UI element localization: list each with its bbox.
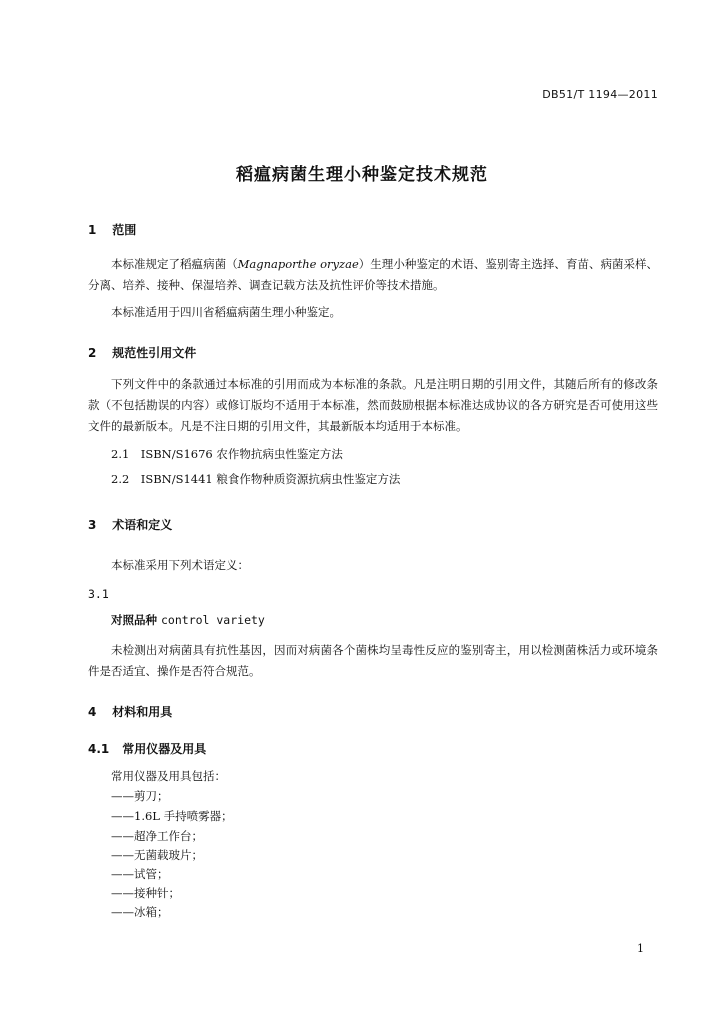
reference-item: 2.1 ISBN/S1676 农作物抗病虫性鉴定方法 <box>111 447 343 461</box>
page-number: 1 <box>637 942 644 955</box>
section-2-heading <box>88 344 196 361</box>
equipment-intro: 常用仪器及用具包括： <box>111 769 226 783</box>
section-title: 术语和定义 <box>112 518 173 532</box>
section-number: 3 <box>88 518 97 532</box>
equipment-item: ——1.6L 手持喷雾器； <box>111 809 233 823</box>
term-english: control variety <box>161 613 265 627</box>
subsection-4-1-heading <box>88 740 206 757</box>
document-title: 稻瘟病菌生理小种鉴定技术规范 <box>236 165 488 185</box>
reference-item: 2.2 ISBN/S1441 粮食作物种质资源抗病虫性鉴定方法 <box>111 472 401 486</box>
section-title: 规范性引用文件 <box>112 346 197 360</box>
section-title: 材料和用具 <box>112 705 173 719</box>
term-number: 3.1 <box>88 587 109 601</box>
equipment-item: ——接种针； <box>111 886 180 900</box>
section-number: 2 <box>88 346 97 360</box>
subsection-number: 4.1 <box>88 742 110 756</box>
section-number: 1 <box>88 223 97 237</box>
latin-name: Magnaporthe oryzae <box>237 257 359 271</box>
section-1-heading <box>88 221 136 238</box>
equipment-item: ——超净工作台； <box>111 829 203 843</box>
terms-intro: 本标准采用下列术语定义： <box>111 558 249 572</box>
equipment-item: ——试管； <box>111 867 169 881</box>
term-chinese: 对照品种 <box>111 613 157 627</box>
scope-text-a: 本标准规定了稻瘟病菌（ <box>111 257 238 271</box>
standard-number: DB51/T 1194—2011 <box>542 88 658 101</box>
section-title: 范围 <box>112 223 137 237</box>
references-paragraph: 下列文件中的条款通过本标准的引用而成为本标准的条款。凡是注明日期的引用文件，其随后所有的修改条款（不包括勘误的内容）或修订版均不适用于本标准，然而鼓励根据本标准达成协议的各方研究是否可使用这些文件的最新版本。凡是不注日期的引用文件，其最新版本均适用于本标准。 <box>88 377 658 433</box>
section-3-heading <box>88 516 172 533</box>
equipment-item: ——冰箱； <box>111 905 169 919</box>
term-entry <box>111 612 265 628</box>
scope-applicability: 本标准适用于四川省稻瘟病菌生理小种鉴定。 <box>111 305 341 319</box>
scope-text-b: ）生理小种鉴定的术语、鉴别寄主选择、育苗、病菌采样、分离、培养、接种、保湿培养、调查记载方法及抗性评价等技术措施。 <box>88 257 659 292</box>
subsection-title: 常用仪器及用具 <box>122 742 207 756</box>
section-number: 4 <box>88 705 97 719</box>
equipment-item: ——无菌载玻片； <box>111 848 203 862</box>
scope-paragraph <box>88 254 658 296</box>
equipment-item: ——剪刀； <box>111 789 169 803</box>
term-definition: 未检测出对病菌具有抗性基因，因而对病菌各个菌株均呈毒性反应的鉴别寄主，用以检测菌株活力或环境条件是否适宜、操作是否符合规范。 <box>88 643 658 678</box>
section-4-heading <box>88 703 172 720</box>
